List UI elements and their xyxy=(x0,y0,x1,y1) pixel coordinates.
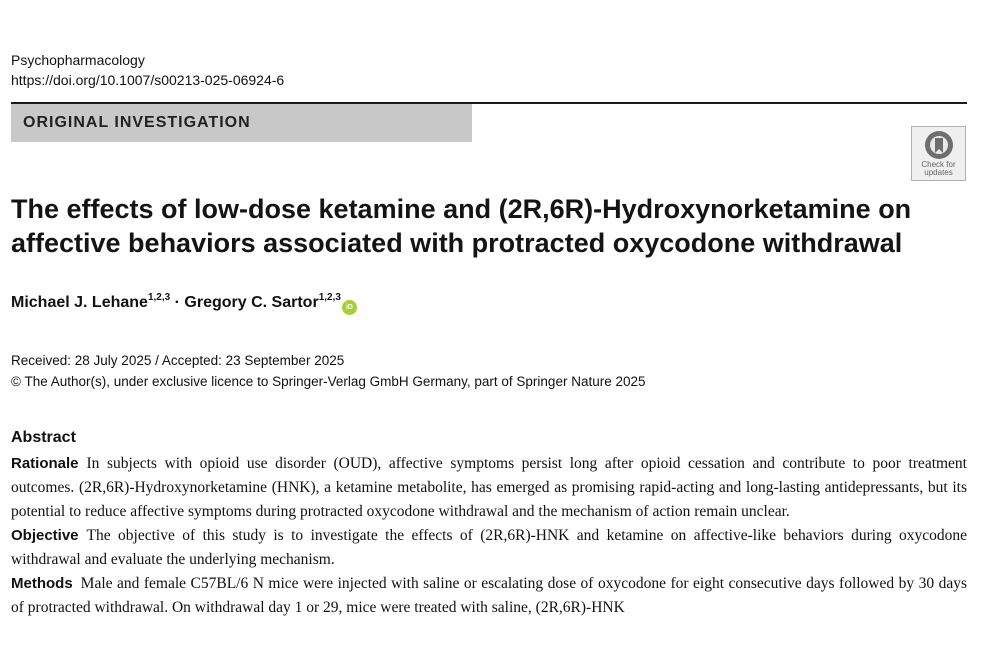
author-name[interactable]: Gregory C. Sartor xyxy=(184,294,319,311)
abstract-heading: Abstract xyxy=(11,429,76,446)
section-label: ORIGINAL INVESTIGATION xyxy=(23,114,251,131)
abstract-text: In subjects with opioid use disorder (OUD), affective symptoms persist long after opioid cessation and contribute to poor treatment outcomes. (2R,6R)-Hydroxynorketamine (HNK), a ketamine metabolite, has emerged as promising rapid-acting and long-lasting antidepressants, but its potential to reduce affective symptoms during protracted oxycodone withdrawal and the mechanism of action remain unclear. xyxy=(11,455,967,520)
abstract-label: Methods xyxy=(11,575,73,592)
abstract-label: Objective xyxy=(11,527,79,544)
abstract-section-methods xyxy=(11,572,967,620)
abstract-section-objective xyxy=(11,524,967,572)
received-accepted-dates: Received: 28 July 2025 / Accepted: 23 September 2025 xyxy=(11,353,345,368)
abstract-label: Rationale xyxy=(11,455,79,472)
check-for-updates-label: Check for updates xyxy=(921,160,956,177)
abstract-body xyxy=(11,452,967,620)
section-banner xyxy=(11,104,472,142)
author-list xyxy=(11,292,357,315)
abstract-section-rationale xyxy=(11,452,967,524)
check-for-updates-button[interactable] xyxy=(911,126,966,181)
abstract-text: The objective of this study is to investigate the effects of (2R,6R)-HNK and ketamine on affective-like behaviors during oxycodone withdrawal and evaluate the underlying mechanism. xyxy=(11,527,967,568)
orcid-icon[interactable]: iD xyxy=(342,300,357,315)
author-affiliations: 1,2,3 xyxy=(147,292,171,303)
journal-name: Psychopharmacology xyxy=(11,52,145,68)
abstract-text: Male and female C57BL/6 N mice were injected with saline or escalating dose of oxycodone for eight consecutive days followed by 30 days of protracted withdrawal. On withdrawal day 1 or 29, mice were treated with saline, (2R,6R)-HNK xyxy=(11,575,967,616)
article-title: The effects of low-dose ketamine and (2R,6R)-Hydroxynorketamine on affective behaviors associated with protracted oxycodone withdrawal xyxy=(11,194,912,258)
author-name[interactable]: Michael J. Lehane xyxy=(11,294,148,311)
author-affiliations: 1,2,3 xyxy=(318,292,341,303)
copyright-notice: © The Author(s), under exclusive licence to Springer-Verlag GmbH Germany, part of Springer Nature 2025 xyxy=(11,374,646,389)
author-separator: · xyxy=(174,294,180,311)
doi-link[interactable]: https://doi.org/10.1007/s00213-025-06924-6 xyxy=(11,72,285,88)
bookmark-circle-icon xyxy=(924,130,954,160)
